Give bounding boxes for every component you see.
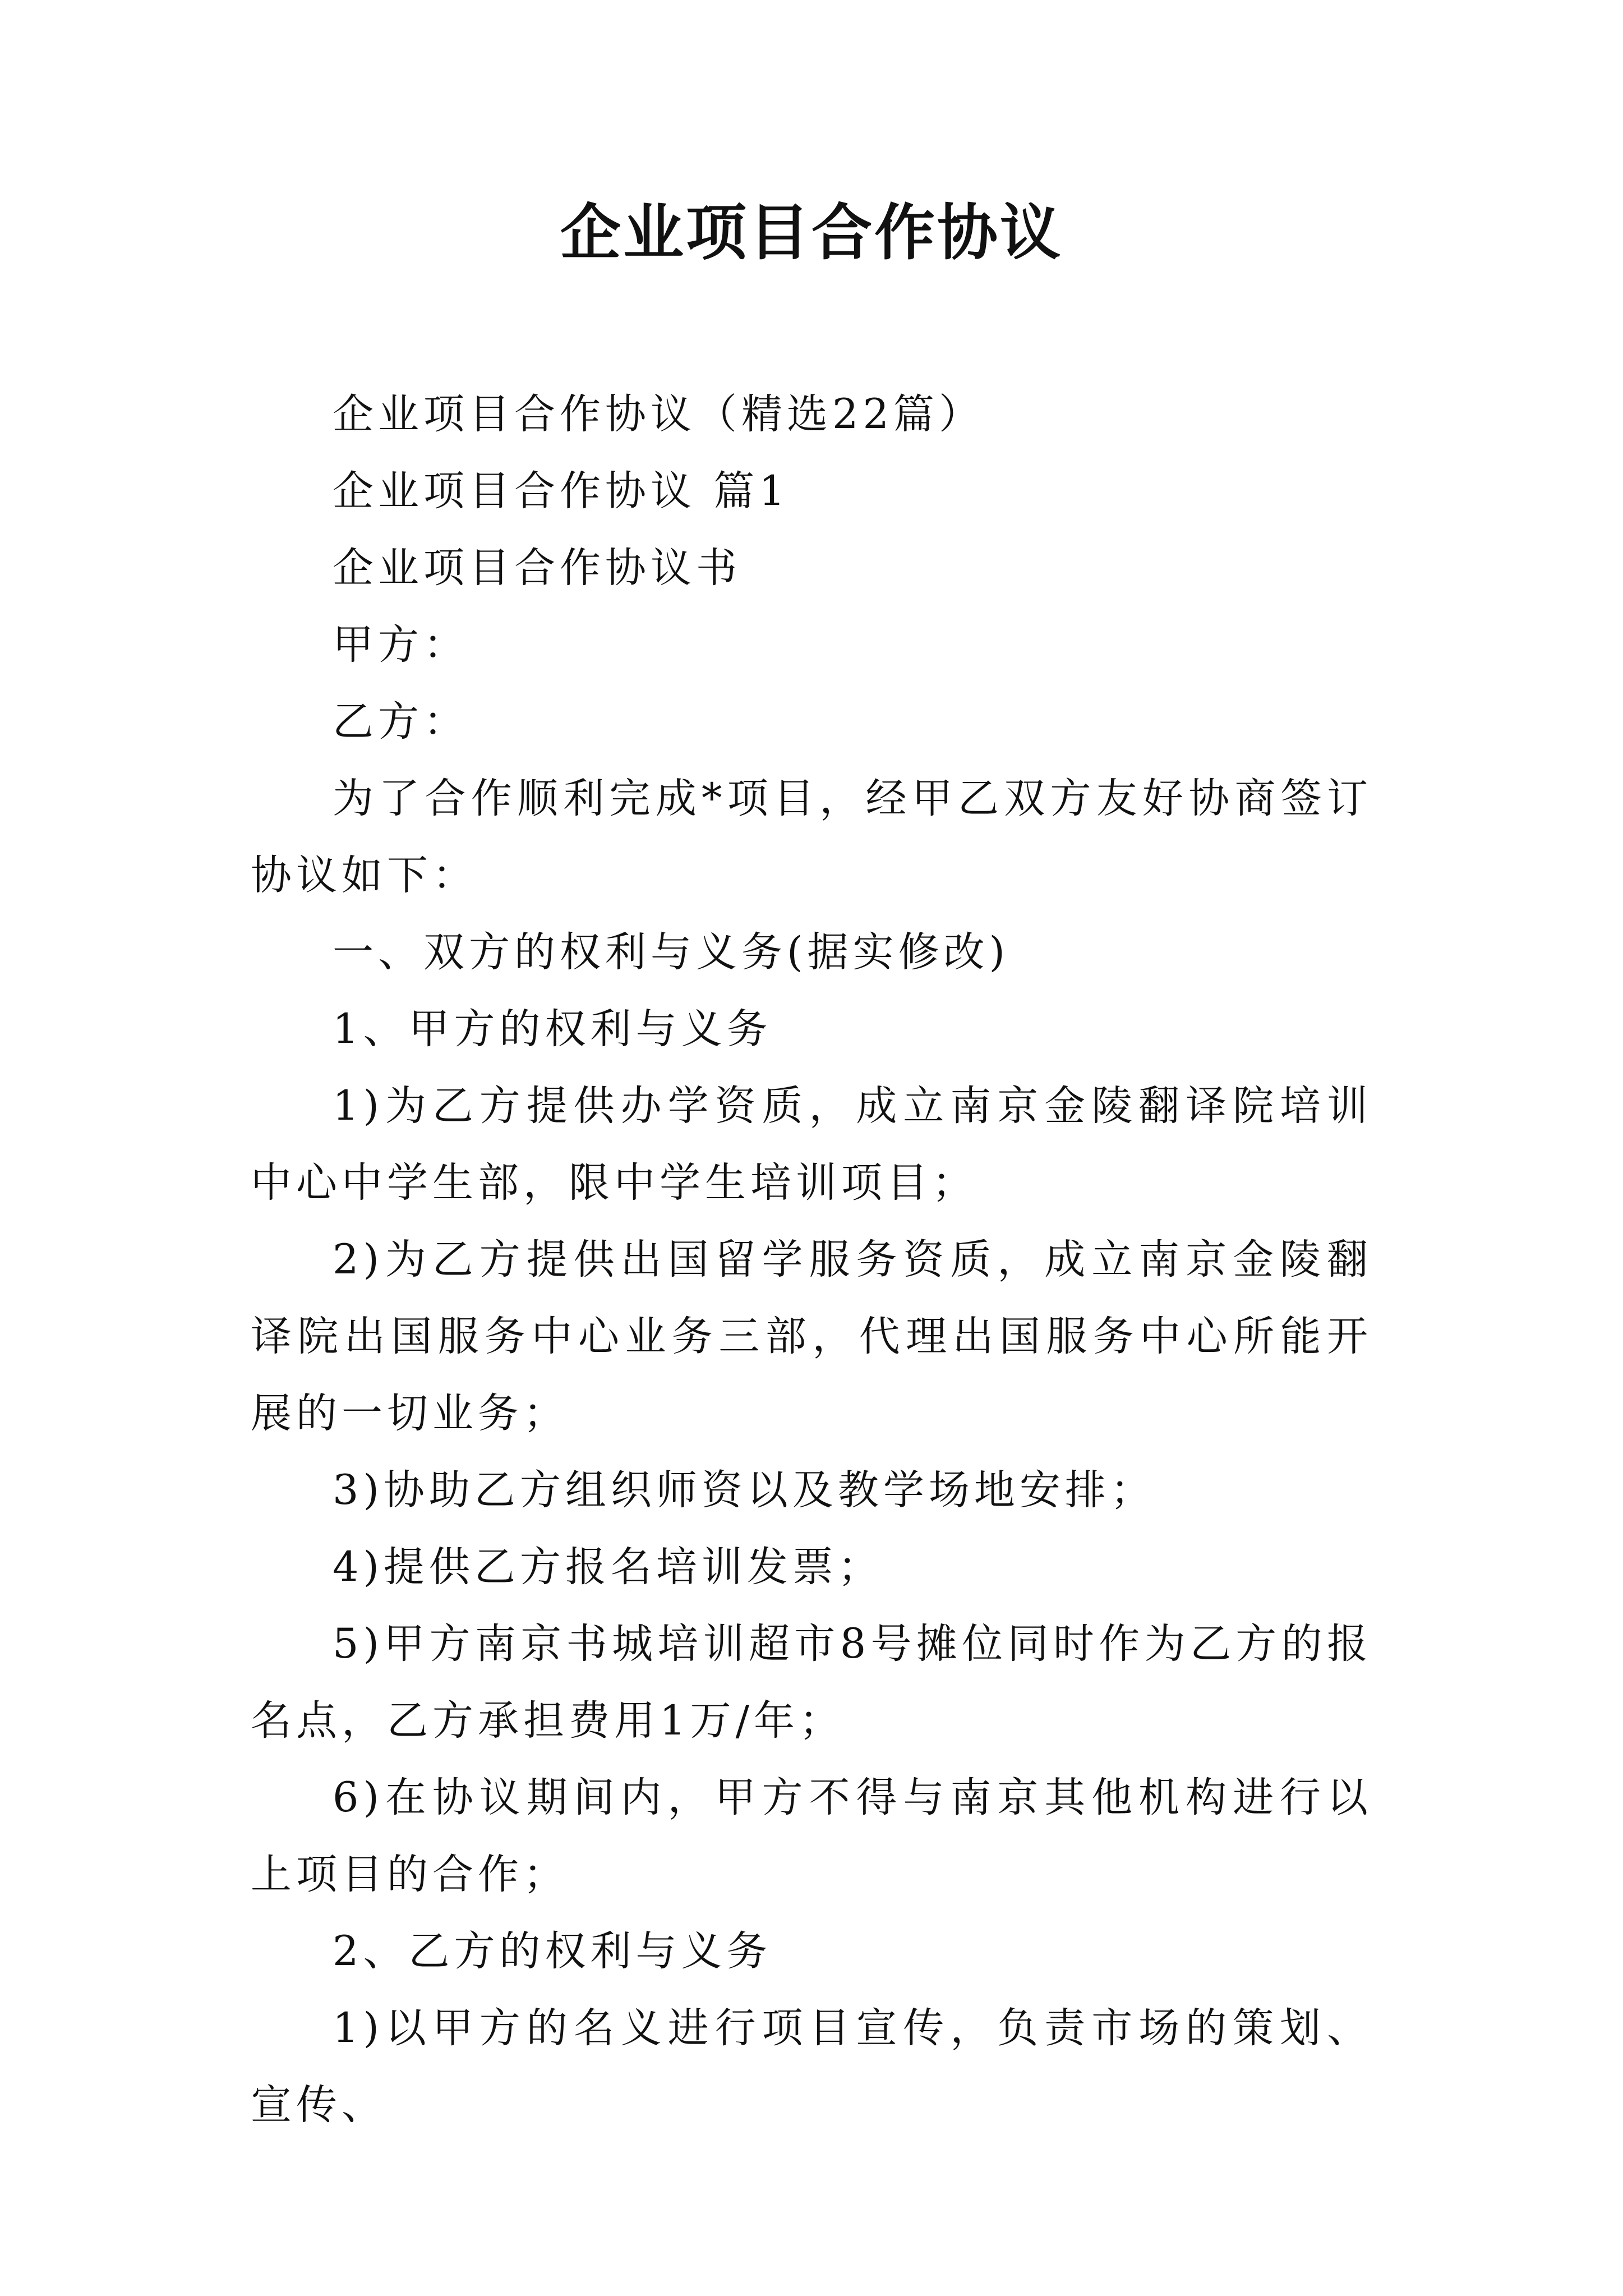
- paragraph-item: 1)以甲方的名义进行项目宣传，负责市场的策划、宣传、: [251, 2004, 1372, 2129]
- document-body: [251, 376, 1372, 2143]
- paragraph-party-a-rights-heading: 1、甲方的权利与义务: [333, 1005, 772, 1053]
- paragraph-party-b: 乙方：: [333, 698, 469, 746]
- paragraph-agreement-name: 企业项目合作协议书: [333, 544, 741, 592]
- paragraph-collection-title: 企业项目合作协议（精选22篇）: [333, 390, 984, 438]
- paragraph-item: 2)为乙方提供出国留学服务资质，成立南京金陵翻译院出国服务中心业务三部，代理出国服务中心所能开展的一切业务；: [251, 1236, 1372, 1437]
- paragraph-clause-heading: 一、双方的权利与义务(据实修改): [333, 928, 1009, 976]
- paragraph-party-a: 甲方：: [333, 621, 469, 669]
- paragraph-item: 6)在协议期间内，甲方不得与南京其他机构进行以上项目的合作；: [251, 1774, 1372, 1898]
- document-title: 企业项目合作协议: [560, 197, 1063, 268]
- paragraph-preamble: 为了合作顺利完成*项目，经甲乙双方友好协商签订协议如下：: [251, 775, 1372, 899]
- paragraph-item: 4)提供乙方报名培训发票；: [333, 1543, 883, 1591]
- paragraph-party-b-rights-heading: 2、乙方的权利与义务: [333, 1927, 772, 1975]
- paragraph-item: 5)甲方南京书城培训超市8号摊位同时作为乙方的报名点，乙方承担费用1万/年；: [251, 1620, 1372, 1745]
- paragraph-item: 3)协助乙方组织师资以及教学场地安排；: [333, 1466, 1156, 1514]
- paragraph-section-heading: 企业项目合作协议 篇1: [333, 467, 790, 515]
- paragraph-item: 1)为乙方提供办学资质，成立南京金陵翻译院培训中心中学生部，限中学生培训项目；: [251, 1082, 1372, 1207]
